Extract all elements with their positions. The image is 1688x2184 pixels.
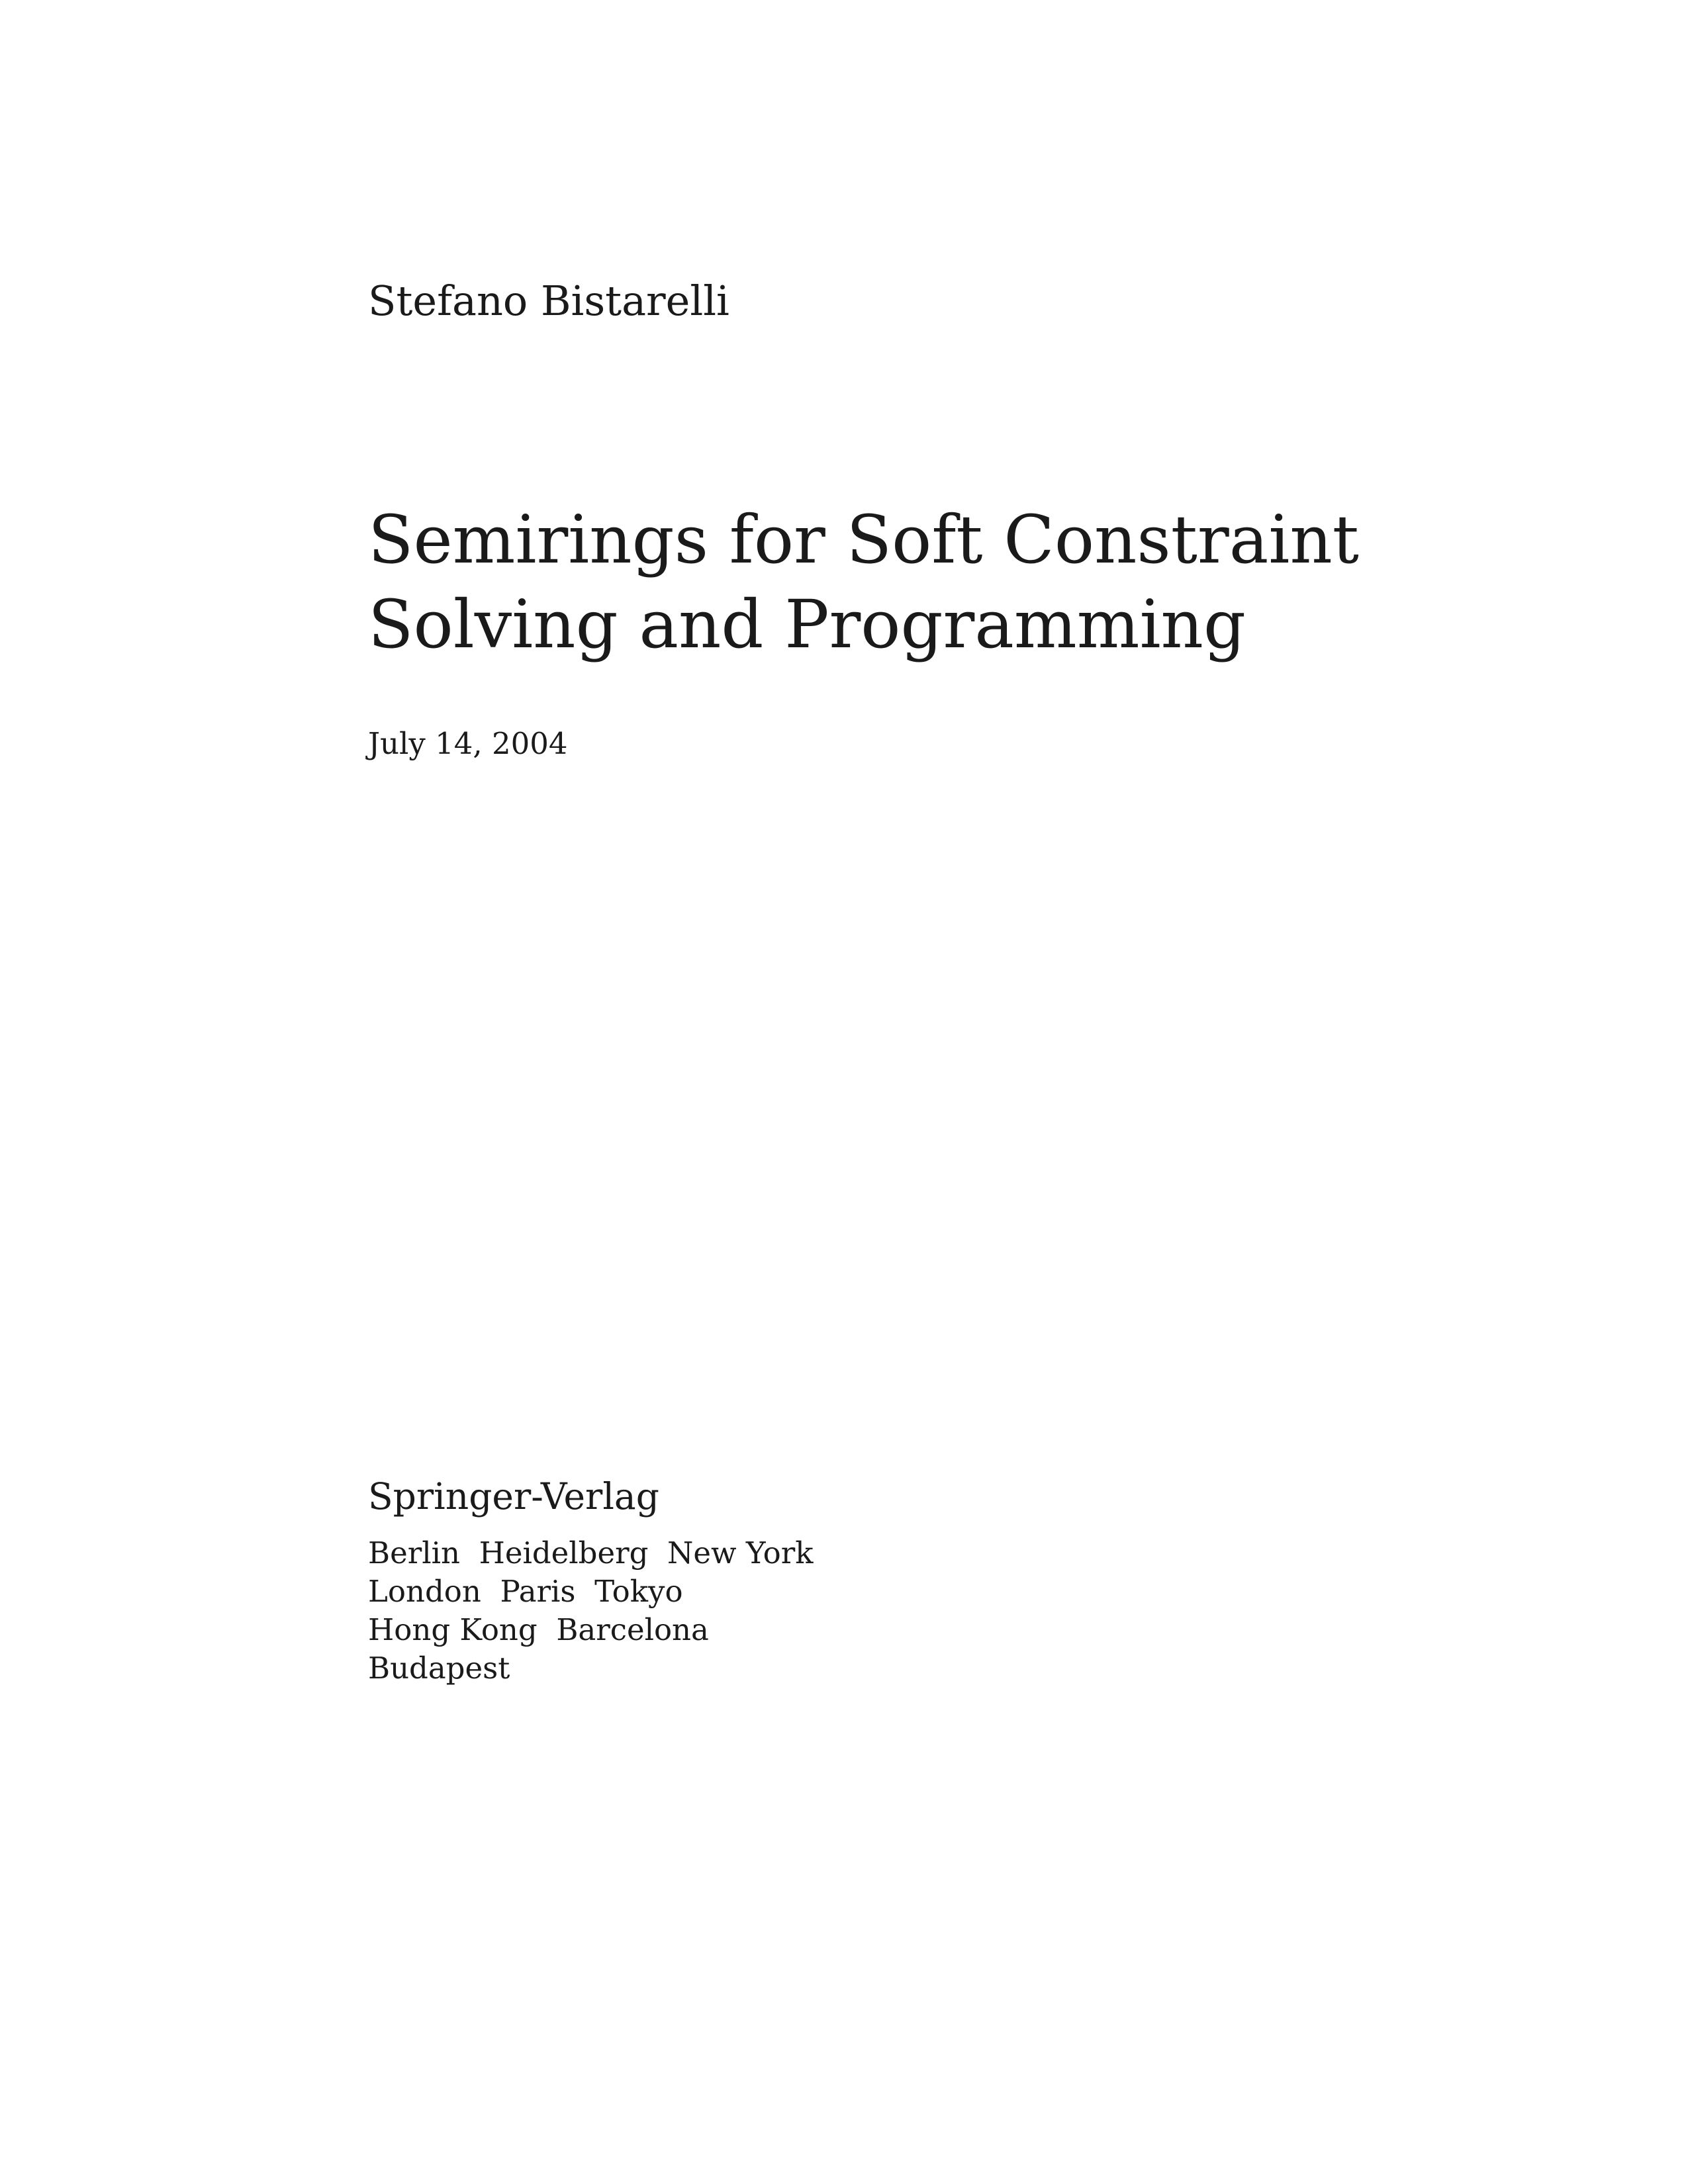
title-line-1: Semirings for Soft Constraint	[368, 501, 1359, 578]
cities-line-1: Berlin Heidelberg New York	[368, 1535, 814, 1570]
publication-date: July 14, 2004	[368, 726, 568, 761]
title-line-2: Solving and Programming	[368, 586, 1246, 663]
author-name: Stefano Bistarelli	[368, 277, 729, 325]
publisher-name: Springer-Verlag	[368, 1475, 659, 1518]
cities-line-3: Hong Kong Barcelona	[368, 1612, 709, 1647]
publisher-cities	[368, 1534, 814, 1688]
cities-line-2: London Paris Tokyo	[368, 1574, 683, 1609]
book-title	[368, 498, 1359, 667]
cities-line-4: Budapest	[368, 1651, 510, 1686]
